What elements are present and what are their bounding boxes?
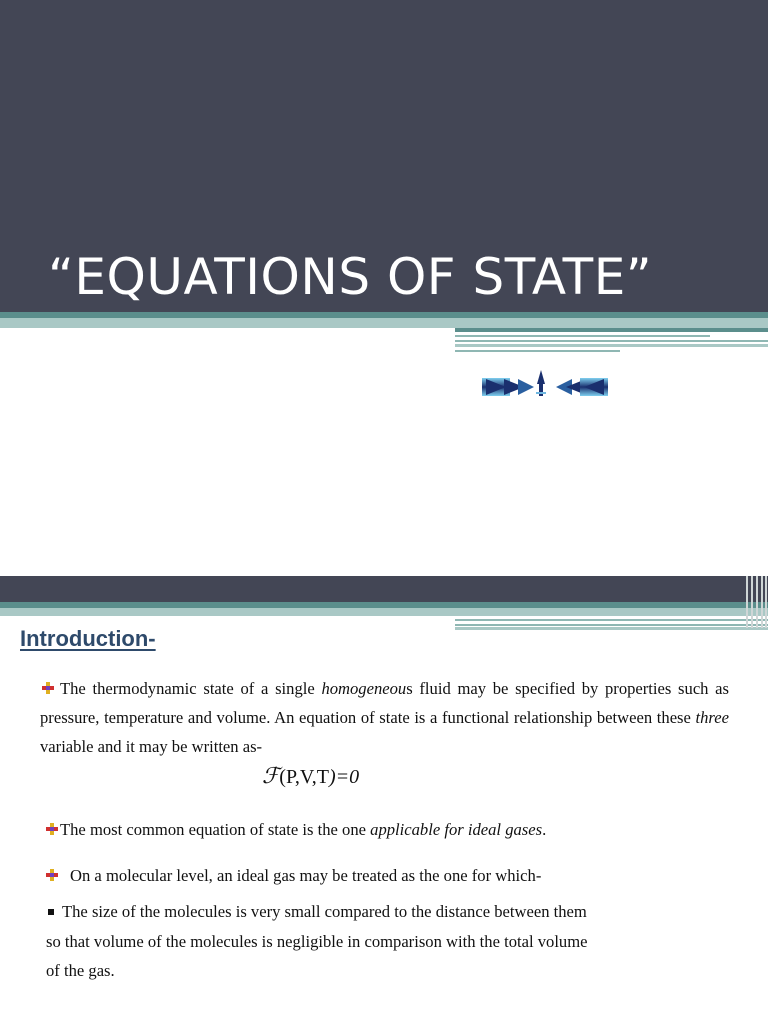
vertical-lines-decoration	[744, 576, 768, 628]
para2-text-1: The most common equation of state is the one	[60, 820, 371, 839]
square-bullet-icon	[48, 909, 54, 915]
navigation-arrows-icon[interactable]	[482, 368, 608, 402]
colored-bullet-icon	[40, 680, 56, 696]
formula-function-symbol: ℱ	[262, 764, 280, 789]
equation-of-state-formula	[262, 764, 359, 789]
formula-result: )=0	[328, 766, 360, 788]
para1-text-1: The thermodynamic state of a single	[60, 679, 322, 698]
para1-text-3: variable and it may be written as-	[40, 737, 263, 756]
para1-emphasis-three: three	[695, 708, 729, 727]
molecule-size-line-3: of the gas.	[46, 961, 115, 980]
colored-bullet-icon	[44, 867, 60, 883]
section-heading: Introduction-	[20, 626, 156, 651]
content-slide-header	[0, 576, 768, 602]
para1-text-2: s fluid may be specified by properties such as pressure, temperature and volume. An equation of state is a functional relationship between these	[40, 679, 730, 727]
para2-text-2: .	[542, 820, 547, 839]
para3-text: On a molecular level, an ideal gas may be treated as the one for which-	[70, 866, 542, 885]
molecular-level-paragraph	[44, 866, 541, 886]
formula-variables: (P,V,T	[279, 766, 329, 788]
molecule-size-line-2: so that volume of the molecules is negligible in comparison with the total volume	[46, 932, 588, 951]
para2-emphasis: applicable for ideal gases	[370, 820, 543, 839]
para1-emphasis-homogeneous: homogeneou	[321, 679, 407, 698]
colored-bullet-icon	[44, 821, 60, 837]
molecule-size-line-1: The size of the molecules is very small compared to the distance between them	[48, 902, 587, 922]
ideal-gas-paragraph	[44, 820, 546, 840]
slide-title: “EQUATIONS OF STATE”	[48, 248, 653, 306]
intro-paragraph	[40, 674, 729, 761]
